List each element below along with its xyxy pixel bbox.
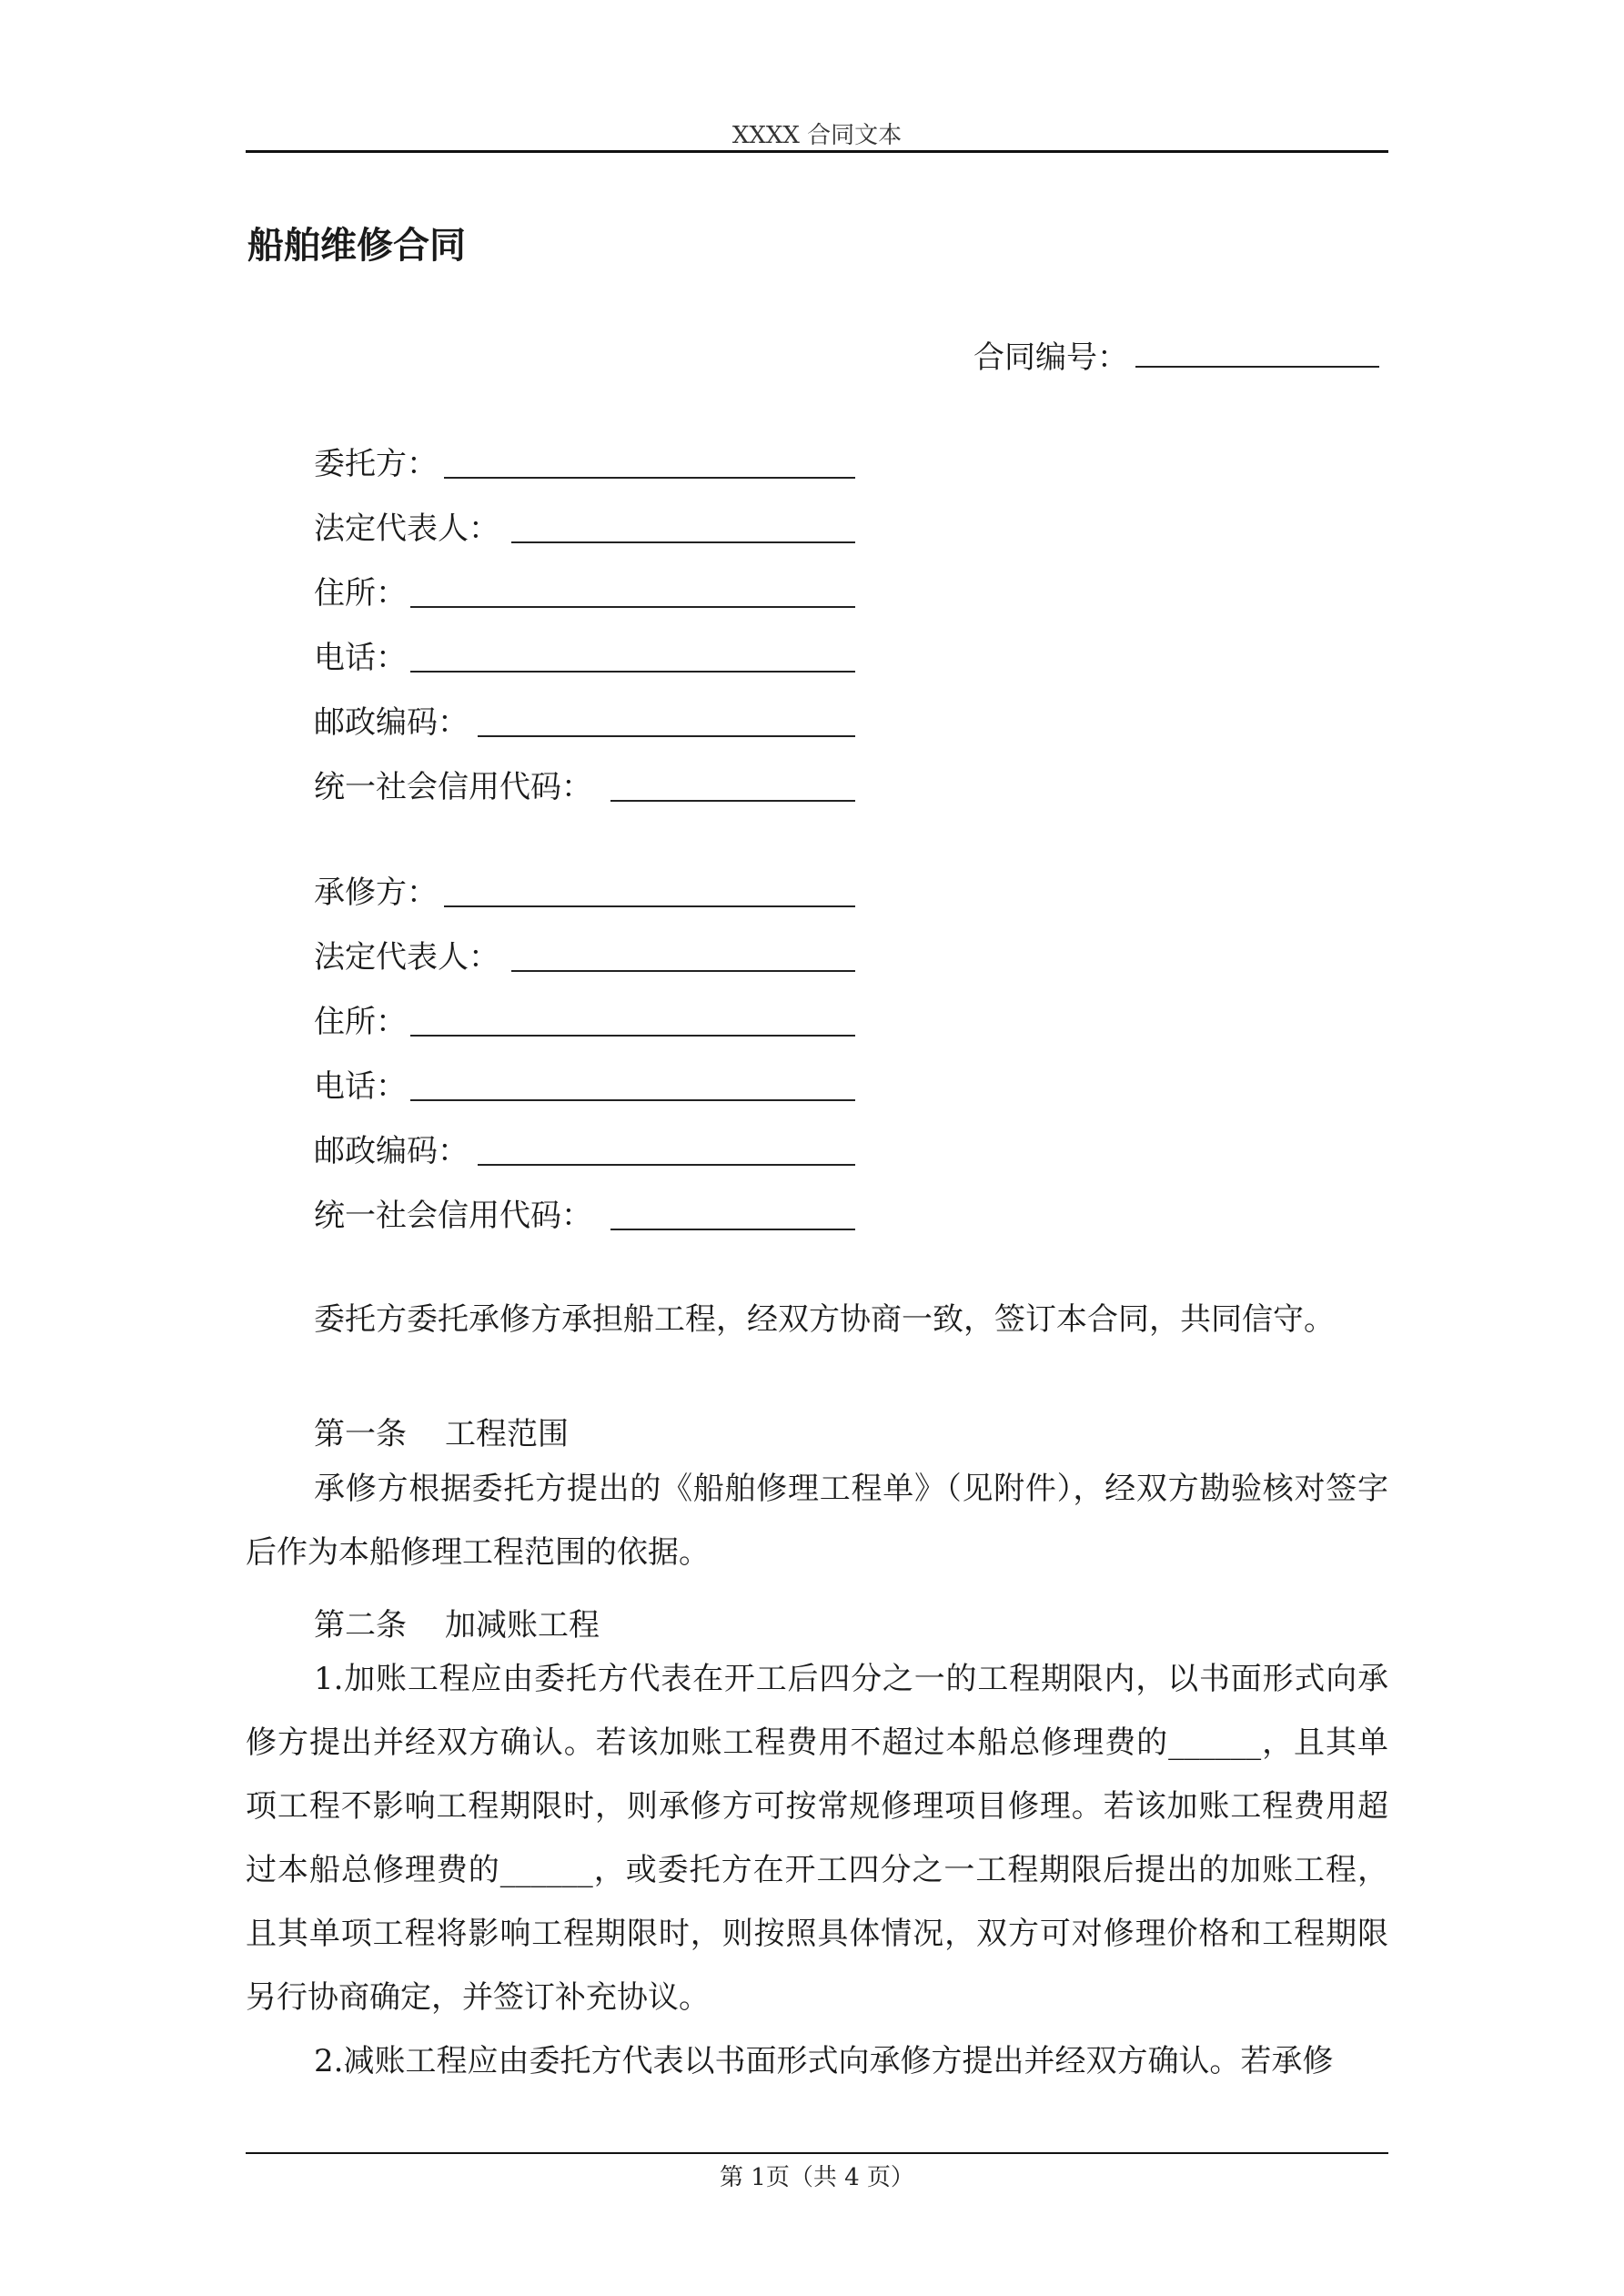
- contract-number-label: 合同编号：: [973, 339, 1128, 376]
- client-postcode-label: 邮政编码：: [314, 704, 469, 741]
- article-1-number: 第一条: [314, 1416, 407, 1452]
- contractor-postcode-field: [314, 1126, 469, 1170]
- header-divider: [246, 150, 1388, 153]
- contractor-phone-field: [314, 1061, 407, 1106]
- client-legal-rep-label: 法定代表人：: [314, 511, 499, 547]
- contractor-credit-code-field: [314, 1190, 592, 1235]
- client-postcode-field: [314, 697, 469, 742]
- contractor-party-blank[interactable]: [444, 905, 855, 907]
- client-phone-blank[interactable]: [410, 671, 855, 673]
- contractor-address-blank[interactable]: [410, 1035, 855, 1037]
- page-header: XXXX 合同文本: [731, 122, 903, 149]
- client-credit-code-field: [314, 762, 592, 806]
- client-party-label: 委托方：: [314, 446, 438, 482]
- contractor-postcode-blank[interactable]: [478, 1164, 855, 1166]
- client-address-blank[interactable]: [410, 606, 855, 608]
- client-address-field: [314, 568, 407, 612]
- contractor-party-label: 承修方：: [314, 875, 438, 911]
- client-party-field: [314, 439, 438, 483]
- article-2-title: 加减账工程: [445, 1607, 600, 1644]
- contractor-party-field: [314, 867, 438, 912]
- article-1-heading: [314, 1409, 569, 1453]
- client-postcode-blank[interactable]: [478, 735, 855, 737]
- client-party-blank[interactable]: [444, 477, 855, 479]
- article-2-paragraph-2: 2.减账工程应由委托方代表以书面形式向承修方提出并经双方确认。若承修: [314, 2043, 1334, 2079]
- intro-paragraph: 委托方委托承修方承担船工程，经双方协商一致，签订本合同，共同信守。: [314, 1301, 1335, 1338]
- contractor-credit-code-blank[interactable]: [610, 1229, 855, 1230]
- contractor-phone-label: 电话：: [314, 1068, 407, 1105]
- client-address-label: 住所：: [314, 575, 407, 612]
- document-title: 船舶维修合同: [247, 225, 466, 267]
- client-legal-rep-blank[interactable]: [511, 541, 855, 543]
- client-phone-field: [314, 632, 407, 677]
- contractor-address-label: 住所：: [314, 1004, 407, 1040]
- contractor-address-field: [314, 996, 407, 1041]
- contractor-postcode-label: 邮政编码：: [314, 1133, 469, 1169]
- footer-divider: [246, 2152, 1388, 2154]
- contractor-legal-rep-blank[interactable]: [511, 970, 855, 972]
- contractor-legal-rep-label: 法定代表人：: [314, 939, 499, 976]
- client-phone-label: 电话：: [314, 640, 407, 676]
- article-2-heading: [314, 1600, 600, 1644]
- contractor-phone-blank[interactable]: [410, 1099, 855, 1101]
- contractor-credit-code-label: 统一社会信用代码：: [314, 1198, 592, 1234]
- article-1-title: 工程范围: [445, 1416, 569, 1452]
- client-credit-code-blank[interactable]: [610, 800, 855, 802]
- page-number: 第 1页（共 4 页）: [720, 2164, 914, 2191]
- contract-number-blank[interactable]: [1135, 365, 1379, 368]
- article-2-paragraph-1: 1.加账工程应由委托方代表在开工后四分之一的工程期限内，以书面形式向承修方提出并经双方确认。若该加账工程费用不超过本船总修理费的______，且其单项工程不影响工程期限时，则承修方可按常规修理项目修理。若该加账工程费用超过本船总修理费的______，或委托方在开工四分之一工程期限后提出的加账工程，且其单项工程将影响工程期限时，则按照具体情况，双方可对修理价格和工程期限另行协商确定，并签订补充协议。: [246, 1661, 1388, 2016]
- article-1-text: 承修方根据委托方提出的《船舶修理工程单》（见附件），经双方勘验核对签字后作为本船修理工程范围的依据。: [246, 1471, 1388, 1571]
- article-2-number: 第二条: [314, 1607, 407, 1644]
- client-legal-rep-field: [314, 503, 499, 548]
- contractor-legal-rep-field: [314, 932, 499, 976]
- contract-number-field: [973, 332, 1379, 377]
- client-credit-code-label: 统一社会信用代码：: [314, 769, 592, 805]
